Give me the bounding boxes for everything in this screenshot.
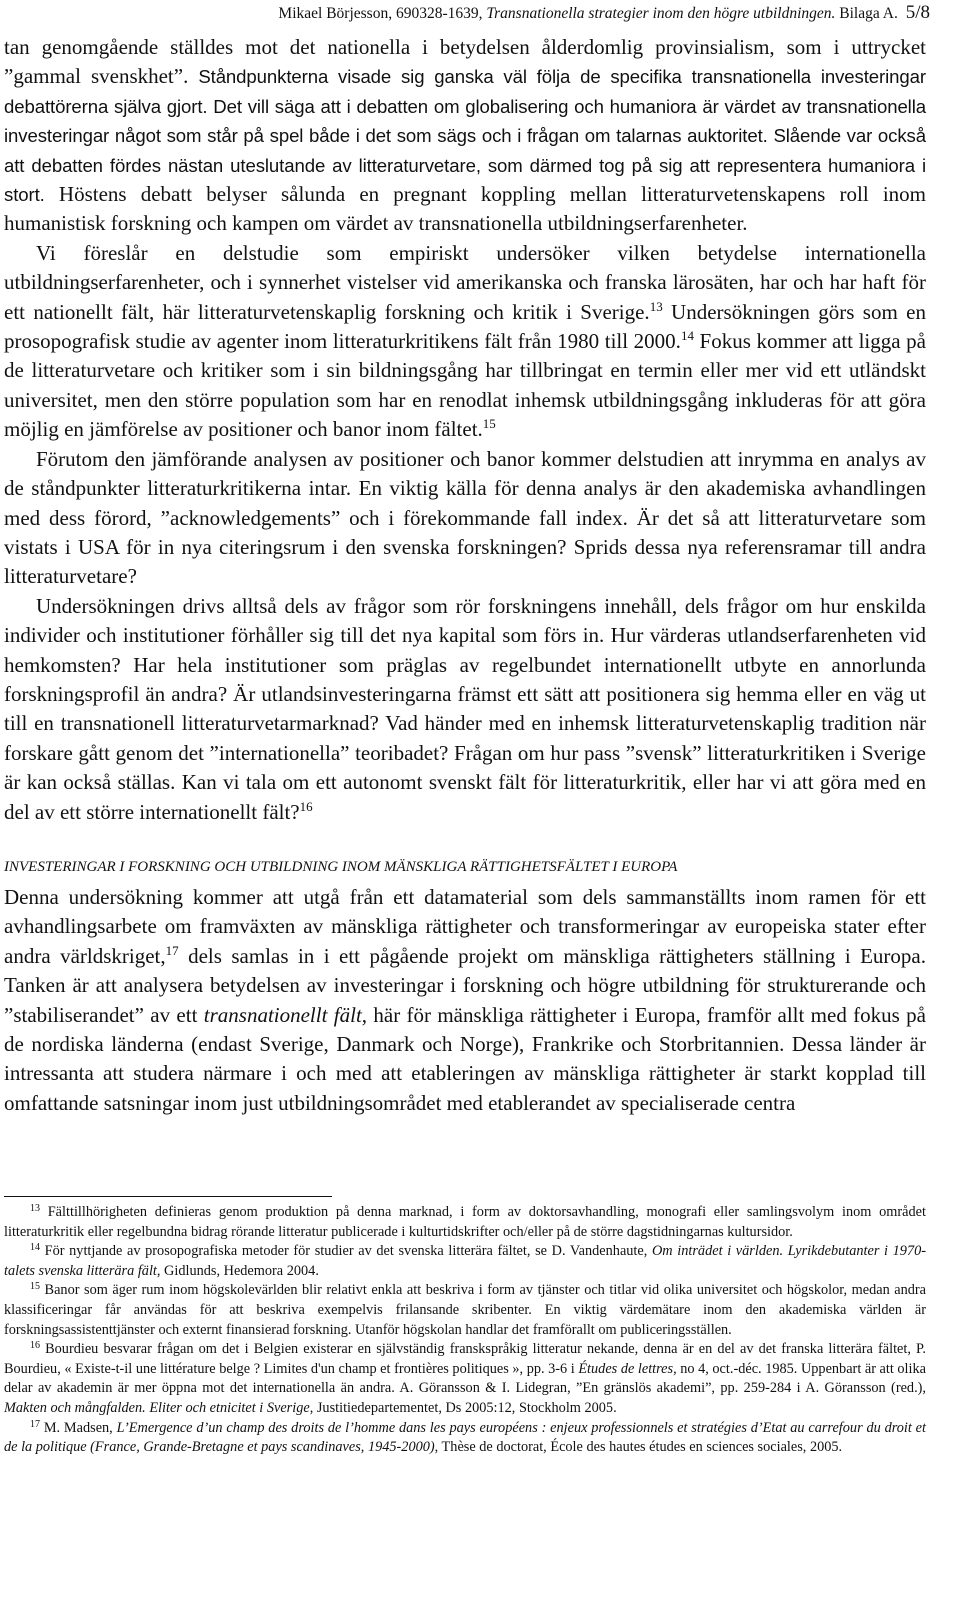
p1-text-a: tan genomgående ställdes mot det nationella i betydelsen ålderdomlig provinsialism, som i uttrycket ”gammal svenskhet”. xyxy=(4,35,926,89)
footnote-16-book-title: Makten och mångfalden. Eliter och etnicitet i Sverige xyxy=(4,1399,310,1416)
footnote-ref-14[interactable]: 14 xyxy=(680,328,694,344)
page-number: 5/8 xyxy=(905,2,930,23)
running-header xyxy=(0,2,930,24)
footnote-17-text-b: , Thèse de doctorat, École des hautes études en sciences sociales, 2005. xyxy=(434,1439,843,1456)
footnote-number-13: 13 xyxy=(30,1203,40,1214)
footnote-number-14: 14 xyxy=(30,1242,40,1254)
p2-text-b: Undersökningen görs som en prosopografisk studie av agenter inom litteraturkritikens fält från 1980 till 2000. xyxy=(4,299,926,354)
footnote-14-text-a: För nyttjande av prosopografiska metoder för studier av det svenska litterära fältet, se D. Vandenhaute, xyxy=(40,1243,652,1260)
p5-text-b: dels samlas in i ett pågående projekt om mänskliga rättigheters ställning i Europa. Tanken är att analysera betydelsen av investeringar i forskning och högre utbildning för strukturerande och ”stabiliserandet” av ett xyxy=(4,943,926,1027)
footnote-number-15: 15 xyxy=(30,1281,40,1293)
footnotes xyxy=(4,1203,926,1458)
header-appendix: Bilaga A. xyxy=(835,5,898,22)
footnote-17-text-a: M. Madsen, xyxy=(40,1419,117,1436)
footnote-ref-13[interactable]: 13 xyxy=(649,298,663,314)
p1-text-c: Höstens debatt belyser sålunda en pregnant koppling mellan litteraturvetenskapens roll inom humanistisk forskning och kampen om värdet av transnationella utbildningserfarenheter. xyxy=(4,182,926,236)
footnote-14-title: Om inträdet i världen. Lyrikdebutanter i 1970-talets svenska litterära fält xyxy=(4,1243,927,1279)
footnote-16-journal: Études de lettres xyxy=(578,1360,674,1377)
footnote-13 xyxy=(4,1203,926,1242)
body-text xyxy=(4,33,926,1118)
p5-emphasis: transnationellt fält xyxy=(203,1002,362,1027)
footnote-16-text-b: , no 4, oct.-déc. 1985. Uppenbart är att olika delar av akademin är mer öppna mot det internationella än andra. A. Göransson & I. Lidegran, ”En gränslös akademi”, pp. 259-284 i A. Göransson (red.), xyxy=(4,1360,926,1397)
paragraph-2 xyxy=(4,239,926,445)
p5-text-a: Denna undersökning kommer att utgå från ett datamaterial som dels sammanställts inom ramen för ett avhandlingsarbete om framväxten av mänskliga rättigheter och transformeringar av europeiska stater efter andra världskriget, xyxy=(4,884,926,968)
paragraph-3: Förutom den jämförande analysen av positioner och banor kommer delstudien att inrymma en analys av de ståndpunkter litteraturkritikerna intar. En viktig källa för denna analys är den akademiska avhandlingen med dess förord, ”acknowledgements” och i förekommande fall index. Är det så att litteraturvetare som vistats i USA för in nya citeringsrum i den svenska forskningen? Sprids dessa nya referensramar till andra litteraturvetare? xyxy=(4,446,926,589)
section-heading: INVESTERINGAR I FORSKNING OCH UTBILDNING INOM MÄNSKLIGA RÄTTIGHETSFÄLTET I EUROPA xyxy=(4,858,678,875)
footnote-number-16: 16 xyxy=(30,1340,40,1352)
p4-text: Undersökningen drivs alltså dels av frågor som rör forskningens innehåll, dels frågor om hur enskilda individer och institutioner förhåller sig till det nya kapital som förs in. Hur värderas utlandserfarenheten vid hemkomsten? Har hela institutioner som präglas av regelbundet internationellt utbyte en annorlunda forskningsprofil än andra? Är utlandsinvesteringarna främst ett sätt att positionera sig hemma eller en väg ut till en transnationell litteraturvetarmarknad? Vad händer med en inhemsk litteraturvetenskaplig tradition när forskare gått genom det ”internationella” teoribadet? Frågan om hur pass ”svensk” litteraturkritiken i Sverige är kan också ställas. Kan vi tala om ett autonomt svenskt fält för litteraturkritik, eller har vi att göra med en del av ett större internationellt fält? xyxy=(4,593,926,824)
footnote-17-thesis-title: L’Emergence d’un champ des droits de l’homme dans les pays européens : enjeux professionnels et stratégies d’Etat au carrefour du droit et de la politique (France, Grande-Bretagne et pays scandinaves, 1945-2000) xyxy=(4,1419,926,1456)
footnote-number-17: 17 xyxy=(30,1418,40,1430)
footnote-ref-15[interactable]: 15 xyxy=(482,416,496,432)
p2-text-a: Vi föreslår en delstudie som empiriskt undersöker vilken betydelse internationella utbildningserfarenheter, och i synnerhet vistelser vid amerikanska och franska lärosäten, har och har haft för ett nationellt fält, här litteraturvetenskaplig forskning och kritik i Sverige. xyxy=(4,240,926,324)
paragraph-4 xyxy=(4,592,926,827)
footnote-16-text-c: , Justitiedepartementet, Ds 2005:12, Stockholm 2005. xyxy=(309,1399,617,1416)
footnote-17 xyxy=(4,1419,926,1458)
paragraph-5 xyxy=(4,883,926,1118)
footnote-13-text: Fälttillhörigheten definieras genom produktion på denna marknad, i form av doktorsavhandling, monografi eller samlingsvolym inom området litteraturkritik eller regelbundna bidrag rörande litteratur publicerade i kulturtidskrifter och/eller på de större dagstidningarnas kultursidor. xyxy=(4,1204,926,1240)
footnote-16-text-a: Bourdieu besvarar frågan om det i Belgien existerar en självständig franskspråkig litteratur nekande, denna är en del av det franska litterära fältet, P. Bourdieu, « Existe-t-il une littérature belge ? Limites d'un champ et frontières politiques », pp. 3-6 i xyxy=(4,1341,926,1377)
p1-text-b: Ståndpunkterna visade sig ganska väl följa de specifika transnationella investeringar debattörerna själva gjort. Det vill säga att i debatten om globalisering och humaniora är värdet av transnationella investeringar något som står på spel både i det som sägs och i frågan om talarnas auktoritet. Slående var också att debatten fördes nästan uteslutande av litteraturvetare, som därmed tog på sig att representera humaniora i stort. xyxy=(4,66,926,206)
paragraph-1 xyxy=(4,33,926,239)
p5-text-c: , här för mänskliga rättigheter i Europa, framför allt med fokus på de nordiska länderna (endast Sverige, Danmark och Norge), Frankrike och Storbritannien. Dessa länder är intressanta att studera närmare i och med att etableringen av mänskliga rättigheter är starkt kopplad till omfattande satsningar inom just utbildningsområdet med etablerandet av specialiserade centra xyxy=(4,1002,926,1115)
p2-text-c: Fokus kommer att ligga på de litteraturvetare och kritiker som i sin bildningsgång har tillbringat en termin eller mer vid ett utländskt universitet, men den större population som har en renodlat inhemsk utbildningsgång inkluderas för att göra möjlig en jämförelse av positioner och banor inom fältet. xyxy=(4,329,926,442)
footnote-15 xyxy=(4,1281,926,1340)
footnote-14 xyxy=(4,1242,926,1281)
footnote-14-text-b: , Gidlunds, Hedemora 2004. xyxy=(156,1262,319,1279)
header-title: Transnationella strategier inom den högre utbildningen. xyxy=(486,5,836,22)
footnote-ref-17[interactable]: 17 xyxy=(165,942,179,958)
header-author: Mikael Börjesson, 690328-1639, xyxy=(278,5,487,22)
footnote-16 xyxy=(4,1340,926,1418)
footnote-15-text: Banor som äger rum inom högskolevärlden blir relativt enkla att beskriva i form av tjänster och titlar vid olika universitet och högskolor, medan andra klassificeringar får användas för att beskriva exempelvis frilansande skribenter. En viktig värdemätare inom den akademiska världen är forskningsassistenttjänster och externt finansierad forskning. Utanför högskolan handlar det framförallt om publiceringsställen. xyxy=(4,1282,926,1338)
footnote-separator xyxy=(4,1196,332,1197)
footnote-ref-16[interactable]: 16 xyxy=(299,798,313,814)
